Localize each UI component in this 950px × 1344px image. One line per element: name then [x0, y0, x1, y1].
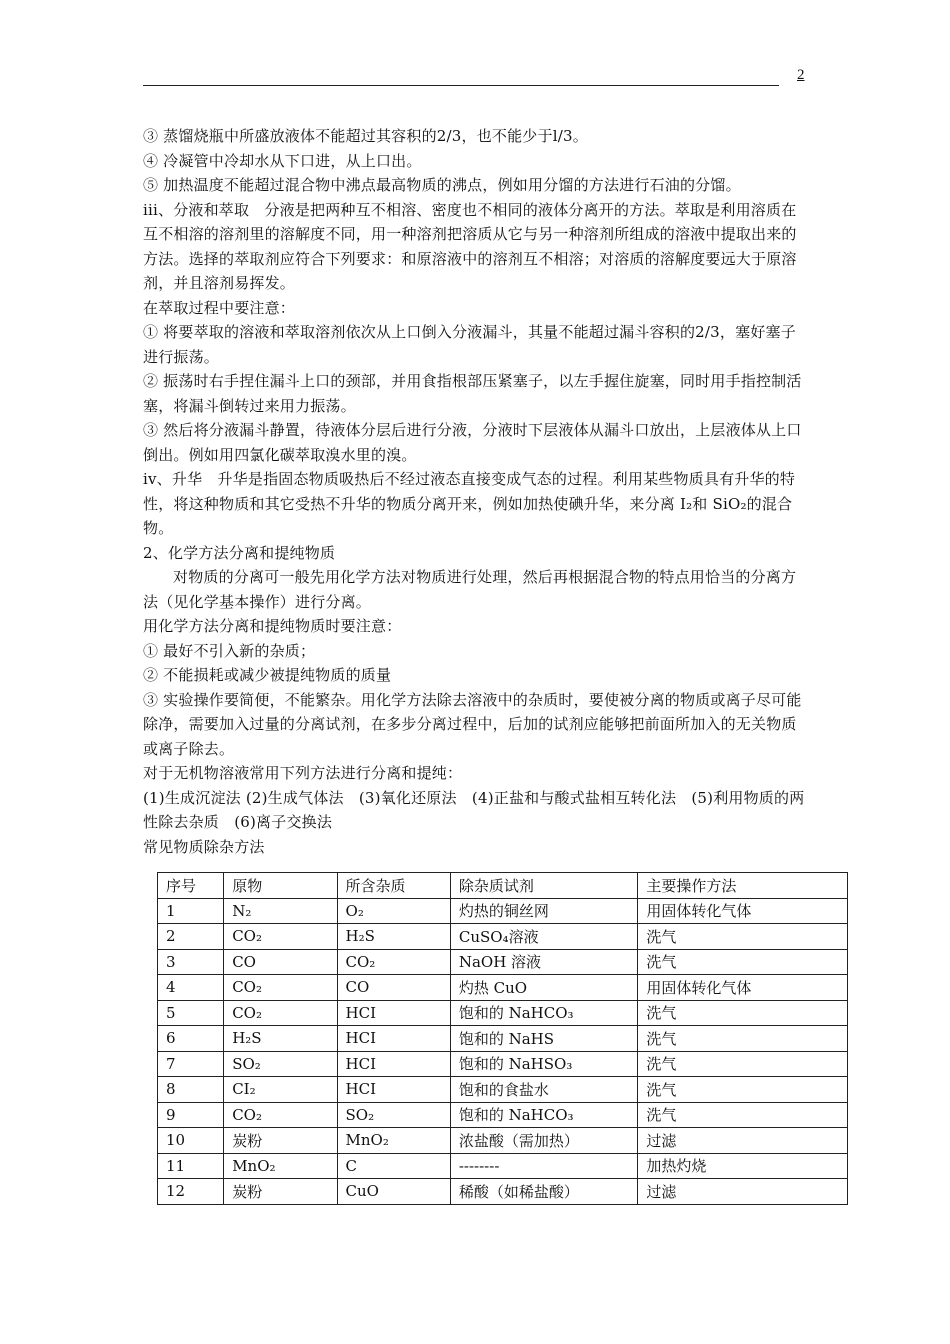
table-cell: CO₂ [224, 1000, 337, 1026]
table-cell: 饱和的 NaHSO₃ [450, 1051, 638, 1077]
paragraph: iii、分液和萃取 分液是把两种互不相溶、密度也不相同的液体分离开的方法。萃取是利用溶质在互不相溶的溶剂里的溶解度不同，用一种溶剂把溶质从它与另一种溶剂所组成的溶液中提取出来的方法。选择的萃取剂应符合下列要求：和原溶液中的溶剂互不相溶；对溶质的溶解度要远大于原溶剂，并且溶剂易挥发。 [143, 200, 797, 292]
table-cell: HCI [337, 1077, 450, 1103]
table-cell: SO₂ [224, 1051, 337, 1077]
paragraph: ① 将要萃取的溶液和萃取溶剂依次从上口倒入分液漏斗，其量不能超过漏斗容积的2/3，塞好塞子进行振荡。 [143, 323, 796, 366]
table-row [158, 1000, 848, 1026]
table-row [158, 949, 848, 975]
table-cell: 洗气 [638, 1000, 848, 1026]
table-cell: 4 [158, 975, 224, 1001]
table-row [158, 1102, 848, 1128]
table-cell: C [337, 1153, 450, 1179]
paragraph: ③ 蒸馏烧瓶中所盛放液体不能超过其容积的2/3，也不能少于l/3。 [143, 127, 588, 145]
table-cell: 用固体转化气体 [638, 898, 848, 924]
table-header-row [158, 873, 848, 899]
paragraph: ① 最好不引入新的杂质； [143, 641, 316, 660]
table-cell: 用固体转化气体 [638, 975, 848, 1001]
table-body [158, 898, 848, 1204]
table-row [158, 1051, 848, 1077]
table-cell: CO₂ [337, 949, 450, 975]
table-row [158, 924, 848, 950]
table-cell: 9 [158, 1102, 224, 1128]
table-cell: 饱和的 NaHCO₃ [450, 1102, 638, 1128]
table-row [158, 1128, 848, 1154]
document-body [143, 124, 811, 859]
table-cell: H₂S [337, 924, 450, 950]
section-heading: 2、化学方法分离和提纯物质 [143, 543, 336, 562]
table-cell: CO₂ [224, 975, 337, 1001]
table-cell: HCI [337, 1000, 450, 1026]
table-cell: 过滤 [638, 1179, 848, 1205]
table-cell: -------- [450, 1153, 638, 1179]
table-row [158, 1153, 848, 1179]
table-cell: H₂S [224, 1026, 337, 1052]
paragraph: iv、升华 升华是指固态物质吸热后不经过液态直接变成气态的过程。利用某些物质具有升华的特性，将这种物质和其它受热不升华的物质分离开来，例如加热使碘升华，来分离 I₂和 SiO₂的混合物。 [143, 470, 796, 537]
table-cell: NaOH 溶液 [450, 949, 638, 975]
table-row [158, 1026, 848, 1052]
table-cell: 饱和的 NaHS [450, 1026, 638, 1052]
table-header-cell: 原物 [224, 873, 337, 899]
table-caption: 常见物质除杂方法 [143, 837, 265, 856]
table-cell: 炭粉 [224, 1128, 337, 1154]
table-cell: SO₂ [337, 1102, 450, 1128]
table-cell: 饱和的食盐水 [450, 1077, 638, 1103]
table-cell: 洗气 [638, 924, 848, 950]
table-cell: 10 [158, 1128, 224, 1154]
page-number: 2 [797, 67, 805, 83]
table-cell: 灼热的铜丝网 [450, 898, 638, 924]
paragraph: (1)生成沉淀法 (2)生成气体法 (3)氧化还原法 (4)正盐和与酸式盐相互转化法 (5)利用物质的两性除去杂质 (6)离子交换法 [143, 788, 805, 831]
table-cell: 7 [158, 1051, 224, 1077]
paragraph: ③ 实验操作要简便，不能繁杂。用化学方法除去溶液中的杂质时，要使被分离的物质或离子尽可能除净，需要加入过量的分离试剂，在多步分离过程中，后加的试剂应能够把前面所加入的无关物质或离子除去。 [143, 690, 802, 758]
table-header-cell: 主要操作方法 [638, 873, 848, 899]
table-header-cell: 所含杂质 [337, 873, 450, 899]
table-cell: 6 [158, 1026, 224, 1052]
paragraph: ⑤ 加热温度不能超过混合物中沸点最高物质的沸点，例如用分馏的方法进行石油的分馏。 [143, 176, 741, 194]
table-cell: N₂ [224, 898, 337, 924]
table-row [158, 1179, 848, 1205]
paragraph: 在萃取过程中要注意： [143, 298, 296, 317]
table-cell: MnO₂ [224, 1153, 337, 1179]
table-cell: 加热灼烧 [638, 1153, 848, 1179]
table-cell: MnO₂ [337, 1128, 450, 1154]
paragraph: 对于无机物溶液常用下列方法进行分离和提纯： [143, 764, 463, 782]
table-row [158, 898, 848, 924]
table-cell: 浓盐酸（需加热） [450, 1128, 638, 1154]
table-cell: CO₂ [224, 924, 337, 950]
table-cell: 稀酸（如稀盐酸） [450, 1179, 638, 1205]
table-header-cell: 序号 [158, 873, 224, 899]
table-cell: CO [224, 949, 337, 975]
paragraph: 用化学方法分离和提纯物质时要注意： [143, 617, 402, 635]
paragraph: ③ 然后将分液漏斗静置，待液体分层后进行分液，分液时下层液体从漏斗口放出，上层液体从上口倒出。例如用四氯化碳萃取溴水里的溴。 [143, 421, 802, 464]
table-cell: 12 [158, 1179, 224, 1205]
table-cell: 5 [158, 1000, 224, 1026]
table-cell: CO [337, 975, 450, 1001]
table-cell: 洗气 [638, 1102, 848, 1128]
table-cell: 11 [158, 1153, 224, 1179]
table-cell: 洗气 [638, 949, 848, 975]
paragraph: ② 振荡时右手捏住漏斗上口的颈部，并用食指根部压紧塞子，以左手握住旋塞，同时用手指控制活塞，将漏斗倒转过来用力振荡。 [143, 372, 802, 415]
table-cell: HCI [337, 1051, 450, 1077]
impurity-removal-table [157, 872, 848, 1205]
paragraph: 对物质的分离可一般先用化学方法对物质进行处理，然后再根据混合物的特点用恰当的分离方法（见化学基本操作）进行分离。 [143, 568, 797, 611]
table-cell: 饱和的 NaHCO₃ [450, 1000, 638, 1026]
table-cell: 洗气 [638, 1051, 848, 1077]
table-cell: 3 [158, 949, 224, 975]
header-rule [143, 85, 779, 86]
table-cell: 过滤 [638, 1128, 848, 1154]
table-cell: CO₂ [224, 1102, 337, 1128]
paragraph: ② 不能损耗或减少被提纯物质的质量 [143, 666, 392, 684]
paragraph: ④ 冷凝管中冷却水从下口进，从上口出。 [143, 151, 422, 170]
table-cell: 1 [158, 898, 224, 924]
table-cell: 洗气 [638, 1077, 848, 1103]
table-cell: CuSO₄溶液 [450, 924, 638, 950]
table-header-cell: 除杂质试剂 [450, 873, 638, 899]
table-cell: 洗气 [638, 1026, 848, 1052]
table-row [158, 1077, 848, 1103]
table-cell: 8 [158, 1077, 224, 1103]
table-cell: 炭粉 [224, 1179, 337, 1205]
table-row [158, 975, 848, 1001]
table-cell: HCI [337, 1026, 450, 1052]
table-cell: CI₂ [224, 1077, 337, 1103]
table-cell: 2 [158, 924, 224, 950]
table-cell: 灼热 CuO [450, 975, 638, 1001]
table-cell: O₂ [337, 898, 450, 924]
table-cell: CuO [337, 1179, 450, 1205]
